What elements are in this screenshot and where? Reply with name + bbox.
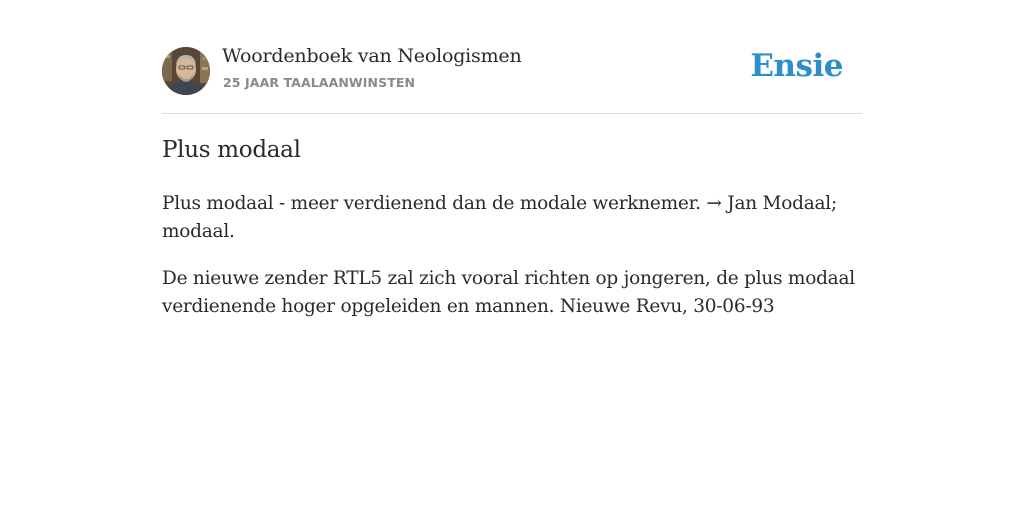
header xyxy=(162,0,862,114)
entry-title: Plus modaal xyxy=(162,137,301,163)
entry-example: De nieuwe zender RTL5 zal zich vooral richten op jongeren, de plus modaal verdienende hoger opgeleiden en mannen. Nieuwe Revu, 30-06-93 xyxy=(162,268,855,317)
author-name[interactable]: Woordenboek van Neologismen xyxy=(222,45,522,67)
author-portrait-icon xyxy=(162,47,210,95)
author-subtitle: 25 JAAR TAALAANWINSTEN xyxy=(223,75,416,90)
brand-logo[interactable]: Ensie xyxy=(750,48,843,84)
entry-definition: Plus modaal - meer verdienend dan de modale werknemer. → Jan Modaal; modaal. xyxy=(162,193,837,242)
content-container xyxy=(162,0,862,317)
avatar[interactable] xyxy=(162,47,210,95)
